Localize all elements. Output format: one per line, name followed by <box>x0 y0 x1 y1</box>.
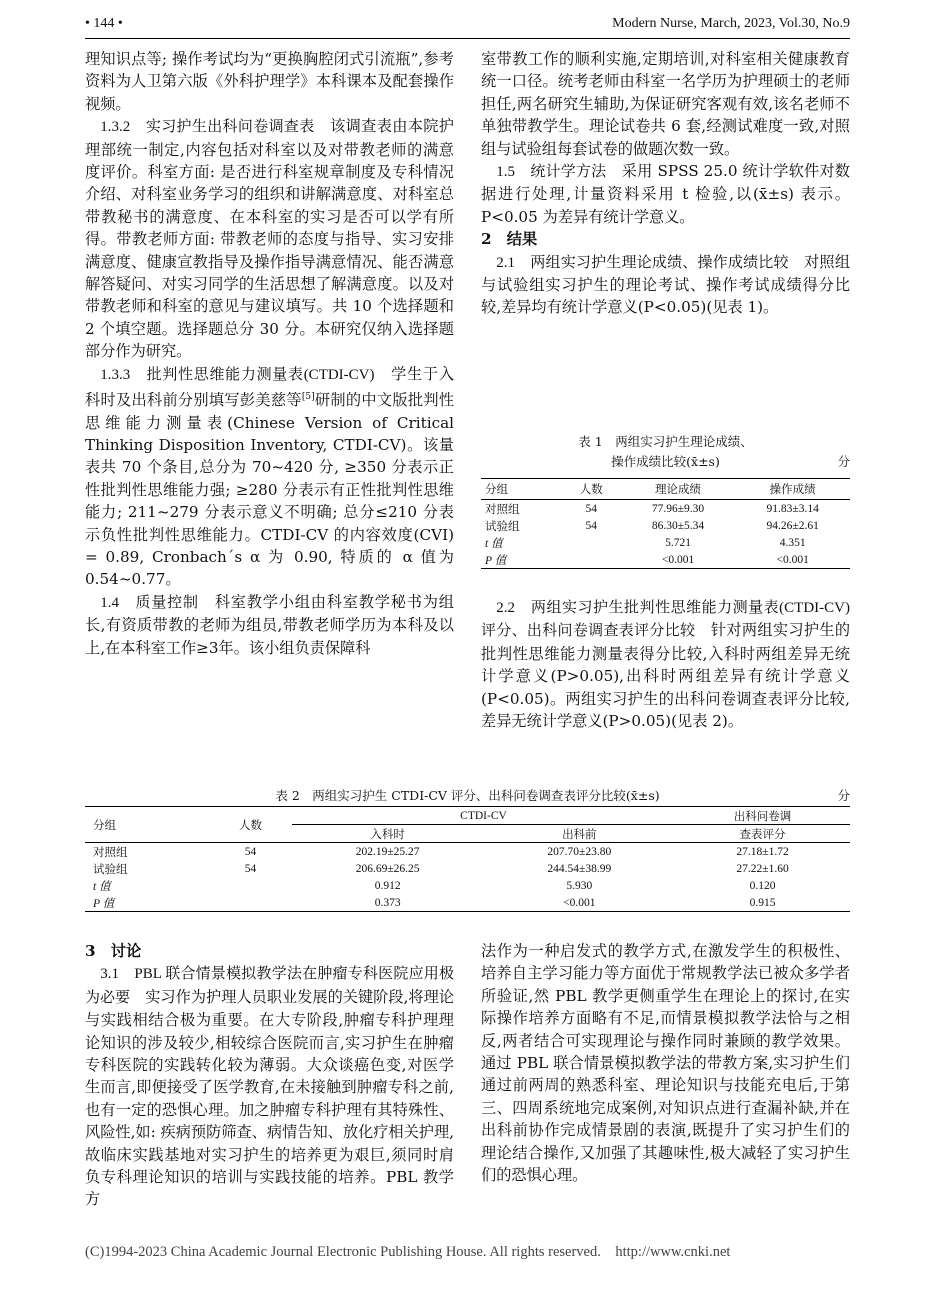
table-header: 人数 <box>209 807 292 843</box>
table-row: 对照组 54 77.96±9.30 91.83±3.14 <box>485 502 819 516</box>
paragraph: 理知识点等; 操作考试均为“更换胸腔闭式引流瓶”,参考资料为人卫第六版《外科护理学》本科课本及配套操作视频。 <box>85 50 454 113</box>
section-3-heading: 3 讨论 <box>85 942 142 960</box>
table2-caption: 表 2 两组实习护生 CTDI-CV 评分、出科问卷调查表评分比较(x̄±s) <box>275 788 660 803</box>
right-column-middle <box>481 596 850 732</box>
section-2-1: 2.1 两组实习护生理论成绩、操作成绩比较 对照组与试验组实习护生的理论考试、操作考试成绩得分比较,差异均有统计学意义(P<0.05)(见表 1)。 <box>481 252 850 317</box>
table-header: 查表评分 <box>675 825 850 843</box>
table-row: t 值 5.721 4.351 <box>485 536 806 550</box>
left-column-top <box>85 48 454 659</box>
table-header: 理论成绩 <box>621 479 736 500</box>
journal-citation: Modern Nurse, March, 2023, Vol.30, No.9 <box>612 16 850 31</box>
paragraph: 法作为一种启发式的教学方式,在激发学生的积极性、培养自主学习能力等方面优于常规教学法已被众多学者所验证,然 PBL 教学更侧重学生在理论上的探讨,在实际操作培养方面略有不足,而情景模拟教学法恰与之相反,两者结合可实现理论与操作同时兼顾的教学效果。通过 PBL 联合情景模拟教学法的带教方案,实习护生们通过前两周的熟悉科室、理论知识与技能充电后,于第三、四周系统地完成案例,对知识点进行查漏补缺,并在出科前协作完成情景剧的表演,既提升了实习护生们的理论结合操作,又加强了其趣味性,极大减轻了实习护生们的恐惧心理。 <box>481 942 850 1185</box>
table-header: 分组 <box>481 479 562 500</box>
section-1-5: 1.5 统计学方法 采用 SPSS 25.0 统计学软件对数据进行处理,计量资料采用 t 检验,以(x̄±s) 表示。P<0.05 为差异有统计学意义。 <box>481 162 850 226</box>
table-row: P 值 <0.001 <0.001 <box>485 553 809 567</box>
copyright-footer: (C)1994-2023 China Academic Journal Electronic Publishing House. All rights reserved. http://www.cnki.net <box>85 1244 731 1260</box>
right-column-top <box>481 48 850 319</box>
table-row: 试验组 54 86.30±5.34 94.26±2.61 <box>485 519 819 533</box>
table-row: 对照组 54 202.19±25.27 207.70±23.80 27.18±1.72 <box>93 845 789 859</box>
section-2-heading: 2 结果 <box>481 230 538 249</box>
section-1-4: 1.4 质量控制 科室教学小组由科室教学秘书为组长,有资质带教的老师为组员,带教老师学历为本科及以上,在本科室工作≥3年。该小组负责保障科 <box>85 592 454 657</box>
table-row: t 值 0.912 5.930 0.120 <box>93 879 776 893</box>
citation-ref: [5] <box>301 392 315 403</box>
table-row: P 值 0.373 <0.001 0.915 <box>93 896 776 910</box>
table-row: 试验组 54 206.69±26.25 244.54±38.99 27.22±1.60 <box>93 862 789 876</box>
section-2-2: 2.2 两组实习护生批判性思维能力测量表(CTDI-CV)评分、出科问卷调查表评分比较 针对两组实习护生的批判性思维能力测量表得分比较,入科时两组差异无统计学意义(P>0.05),出科时两组差异有统计学意义(P<0.05)。两组实习护生的出科问卷调查表评分比较,差异无统计学意义(P>0.05)(见表 2)。 <box>481 600 851 731</box>
table1 <box>481 478 850 569</box>
running-header <box>85 14 850 39</box>
left-column-bottom <box>85 940 454 1211</box>
right-column-bottom <box>481 940 850 1186</box>
table-header: 分组 <box>85 807 209 843</box>
table-header: CTDI-CV <box>292 807 675 825</box>
table1-caption: 表 1 两组实习护生理论成绩、 操作成绩比较(x̄±s) <box>578 434 753 469</box>
table2 <box>85 806 850 912</box>
section-1-3-3: 1.3.3 批判性思维能力测量表(CTDI-CV) 学生于入科时及出科前分别填写彭美慈等[5]研制的中文版批判性思维能力测量表(Chinese Version of Critical Thinking Disposition Inventory, CTDI-CV)。该量表共 70 个条目,总分为 70~420 分, ≥350 分表示正性批判性思维能力强; ≥280 分表示有正性批判性思维能力; 211~279 分表示意义不明确; 总分≤210 分表示负性批判性思维能力。CTDI-CV 的内容效度(CVI) = 0.89, Cronbach´s α 为 0.90, 特质的 α 值为 0.54~0.77。 <box>85 364 455 589</box>
paragraph: 室带教工作的顺利实施,定期培训,对科室相关健康教育统一口径。统考老师由科室一名学历为护理硕士的老师担任,两名研究生辅助,为保证研究客观有效,该名老师不单独带教学生。理论试卷共 6 套,经测试难度一致,对照组与试验组每套试卷的做题次数一致。 <box>481 50 850 158</box>
table-header: 入科时 <box>292 825 484 843</box>
section-3-1: 3.1 PBL 联合情景模拟教学法在肿瘤专科医院应用极为必要 实习作为护理人员职业发展的关键阶段,将理论与实践相结合极为重要。在大专阶段,肿瘤专科护理理论知识的涉及较少,相较综合医院而言,实习护生在肿瘤专科医院的实践转化较为薄弱。大众谈癌色变,对医学生而言,即便接受了医学教育,在未接触到肿瘤专科之前,也有一定的恐惧心理。加之肿瘤专科护理有其特殊性、风险性,如: 疾病预防筛查、病情告知、放化疗相关护理,故临床实践基地对实习护生的培养更为艰巨,须同时肩负专科理论知识的培训与实践技能的培养。PBL 教学方 <box>85 966 454 1209</box>
page-number: • 144 • <box>85 16 123 31</box>
table1-unit: 分 <box>837 454 850 469</box>
section-1-3-2: 1.3.2 实习护生出科问卷调查表 该调查表由本院护理部统一制定,内容包括对科室以及对带教老师的满意度评价。科室方面: 是否进行科室规章制度及专科情况介绍、对科室业务学习的组织和讲解满意度、对科室总带教秘书的满意度、在本科室的实习是否可以学有所得。带教老师方面: 带教老师的态度与指导、实习安排满意度、健康宣教指导及操作指导满意情况、能否满意解答疑问、对实习同学的生活思想了解满意度。以及对带教老师和科室的意见与建议填写。共 10 个选择题和 2 个填空题。选择题总分 30 分。本研究仅纳入选择题部分作为研究。 <box>85 117 454 361</box>
table-header: 操作成绩 <box>735 479 850 500</box>
table2-unit: 分 <box>837 788 850 803</box>
table-header: 出科前 <box>483 825 675 843</box>
table-header: 出科问卷调 <box>675 807 850 825</box>
table-header: 人数 <box>562 479 621 500</box>
